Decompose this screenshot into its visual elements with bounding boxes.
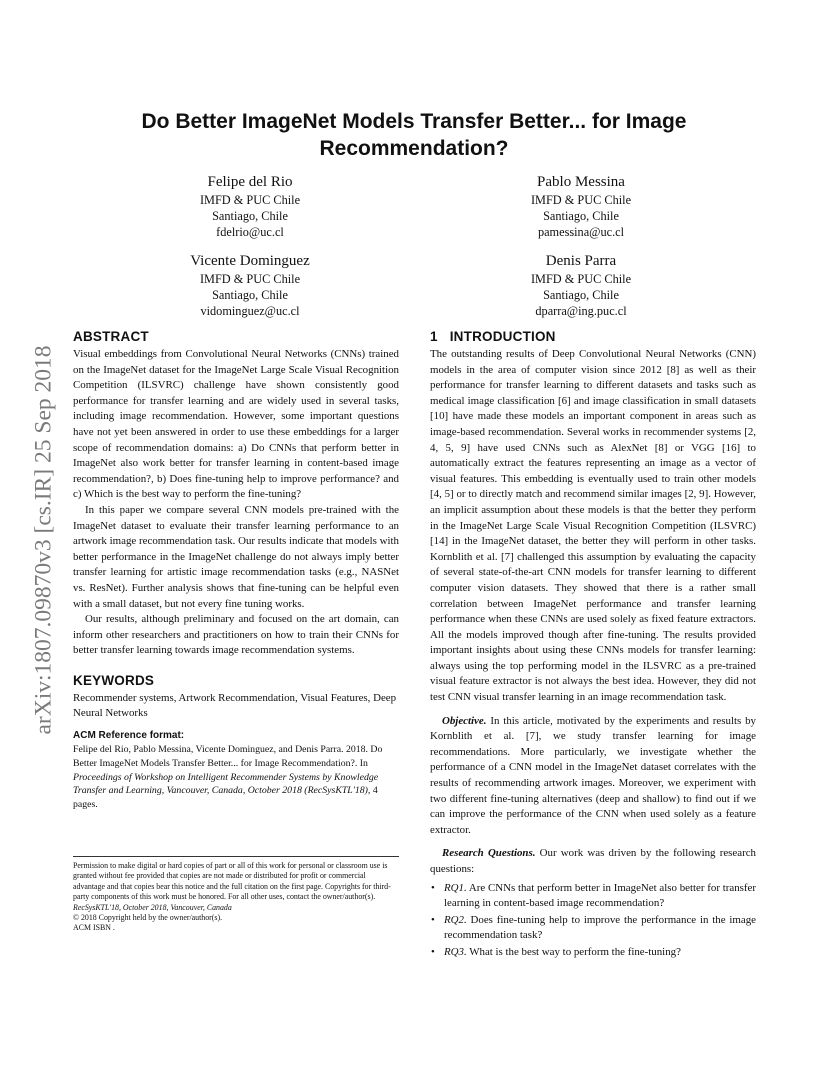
- objective-lead: Objective.: [442, 714, 487, 727]
- introduction-heading: [430, 327, 756, 347]
- acm-reference-heading: ACM Reference format:: [73, 730, 185, 742]
- author-affiliation: IMFD & PUC Chile: [199, 272, 301, 286]
- list-item: [431, 881, 756, 912]
- author-name: Denis Parra: [545, 253, 617, 269]
- paper-title: Do Better ImageNet Models Transfer Better... for Image Recommendation?: [141, 110, 687, 160]
- abstract-paragraph: In this paper we compare several CNN models pre-trained with the ImageNet dataset to evaluate their transfer learning performance to an artwork image recommendation task. Our results indicate that models with better performance in the ImageNet challenge do not always imply better transfer learning for artistic image recommendation tasks (e.g., NASNet vs. ResNet). Further analysis shows that fine-tuning can be helpful even with a small dataset, but not every fine tuning works.: [73, 503, 399, 610]
- section-title: INTRODUCTION: [449, 329, 556, 344]
- keywords-text: Recommender systems, Artwork Recommendation, Visual Features, Deep Neural Networks: [73, 691, 397, 720]
- author-email[interactable]: fdelrio@uc.cl: [216, 225, 284, 239]
- objective-text: In this article, motivated by the experiments and results by Kornblith et al. [7], we study transfer learning for image recommendations. More particularly, we investigate whether the performance of a CNN model in the ImageNet dataset correlates with the results of recommending artwork images. Moreover, we experiment with two different fine-tuning alternatives (deep and shallow) to find out if we can improve the performance of the CNN when used solely as a feature extractor.: [430, 714, 756, 836]
- acm-reference-plain: Felipe del Rio, Pablo Messina, Vicente Dominguez, and Denis Parra. 2018. Do Better ImageNet Models Transfer Better... for Image Recommendation?. In: [73, 744, 383, 769]
- author-email[interactable]: pamessina@uc.cl: [537, 225, 625, 239]
- author-location: Santiago, Chile: [212, 209, 288, 223]
- venue-line: RecSysKTL'18, October 2018, Vancouver, Canada: [73, 902, 232, 912]
- bullet-icon: •: [431, 945, 435, 958]
- author-location: Santiago, Chile: [212, 288, 288, 302]
- abstract-paragraph: Our results, although preliminary and focused on the art domain, can inform other researchers and practitioners on how to train their CNNs for better transfer learning towards image recommendation systems.: [73, 613, 399, 657]
- author-email[interactable]: dparra@ing.puc.cl: [535, 304, 627, 318]
- objective-paragraph: [430, 714, 756, 839]
- author-block: [481, 173, 681, 240]
- author-affiliation: IMFD & PUC Chile: [199, 193, 301, 207]
- author-location: Santiago, Chile: [543, 288, 619, 302]
- abstract-paragraph: Visual embeddings from Convolutional Neural Networks (CNNs) trained on the ImageNet dataset for the ImageNet Large Scale Visual Recognition Competition (ILSVRC) challenge have shown consistently good performance for transfer learning and are widely used in several tasks, including image recommendation. However, some important questions have not yet been answered in order to use these embeddings for a larger scope of recommendation domains: a) Do CNNs that perform better in ImageNet also work better for transfer learning in content-based image recommendation?, b) Does fine-tuning help to improve performance? and c) Which is the best way to perform the fine-tuning?: [73, 348, 399, 501]
- research-questions-list: [430, 881, 756, 961]
- author-name: Vicente Dominguez: [190, 253, 310, 269]
- keywords-heading: KEYWORDS: [73, 672, 155, 688]
- right-column: [430, 327, 756, 962]
- copyright-line: © 2018 Copyright held by the owner/author(s).: [73, 913, 223, 923]
- permission-text: Permission to make digital or hard copies of part or all of this work for personal or classroom use is granted without fee provided that copies are not made or distributed for profit or commercial advantage and that copies bear this notice and the full citation on the first page. Copyrights for third-party components of this work must be honored. For all other uses, contact the owner/author(s).: [73, 861, 391, 902]
- isbn-line: ACM ISBN .: [73, 923, 115, 933]
- list-item: [431, 913, 756, 944]
- author-affiliation: IMFD & PUC Chile: [530, 272, 632, 286]
- author-block: [150, 173, 350, 240]
- rq-label: RQ2.: [444, 913, 467, 926]
- rq-text: Our work was driven by the following research questions:: [430, 847, 756, 875]
- rq-lead: Research Questions.: [442, 847, 536, 860]
- author-block: [150, 252, 350, 319]
- acm-reference-text: [73, 743, 399, 812]
- acm-reference-proceedings: Proceedings of Workshop on Intelligent Recommender Systems by Knowledge Transfer and Learning, Vancouver, Canada, October 2018 (RecSysKTL'18),: [73, 771, 379, 797]
- rq-item-text: What is the best way to perform the fine-tuning?: [469, 945, 681, 958]
- intro-paragraph: The outstanding results of Deep Convolutional Neural Networks (CNN) models in the area of computer vision since 2012 [8] as well as their performance for transfer learning to different datasets and tasks such as medical image classification [6] and image classification in small datasets [10] have made these models an important component in areas such as image-based recommendation. Several works in recommender systems [2, 4, 5, 9] have used CNNs such as AlexNet [8] or VGG [16] to automatically extract the features representing an image as a vector of visual features. This embedding is eventually used to train other models [4, 5] or to directly match and recommend similar images [2, 9]. However, an implicit assumption about these models is that the better they perform in the ImageNet Large Scale Visual Recognition Competition (ILSVRC) [14] in the ImageNet dataset, the better they will perform in other tasks. Kornblith et al. [7] challenged this assumption by evaluating the capacity of several state-of-the-art CNN models for transfer learning to different computer vision datasets. They showed that there is a rather small correlation between ImageNet performance and transfer learning performance when these CNNs are used solely as fixed feature extractors. All the models improved though after fine-tuning. The results provided important insights about using these CNNs models for transfer learning: always using the top performing model in the ILSVRC as a pre-trained visual feature extractor is not always the best idea. However, they did not test CNN visual transfer learning in an image recommendation task.: [430, 348, 756, 704]
- author-affiliation: IMFD & PUC Chile: [530, 193, 632, 207]
- rq-item-text: Does fine-tuning help to improve the performance in the image recommendation task?: [444, 913, 756, 942]
- acm-reference-pages: 4 pages.: [73, 785, 378, 811]
- list-item: [431, 945, 756, 961]
- permission-venue: [73, 903, 399, 913]
- left-column: [73, 327, 399, 812]
- bullet-icon: •: [431, 881, 435, 894]
- permission-block: [73, 856, 399, 934]
- author-block: [481, 252, 681, 319]
- author-email[interactable]: vidominguez@uc.cl: [200, 304, 300, 318]
- abstract-heading: ABSTRACT: [73, 329, 149, 344]
- rq-item-text: Are CNNs that perform better in ImageNet also better for transfer learning in content-based image recommendation?: [444, 881, 756, 910]
- bullet-icon: •: [431, 913, 435, 926]
- author-location: Santiago, Chile: [543, 209, 619, 223]
- rq-label: RQ3.: [444, 945, 467, 958]
- arxiv-stamp[interactable]: arXiv:1807.09870v3 [cs.IR] 25 Sep 2018: [30, 345, 57, 735]
- rq-paragraph: [430, 846, 756, 877]
- rq-label: RQ1.: [444, 881, 467, 894]
- author-name: Felipe del Rio: [207, 174, 293, 190]
- section-number: 1: [430, 329, 438, 344]
- author-name: Pablo Messina: [537, 174, 625, 190]
